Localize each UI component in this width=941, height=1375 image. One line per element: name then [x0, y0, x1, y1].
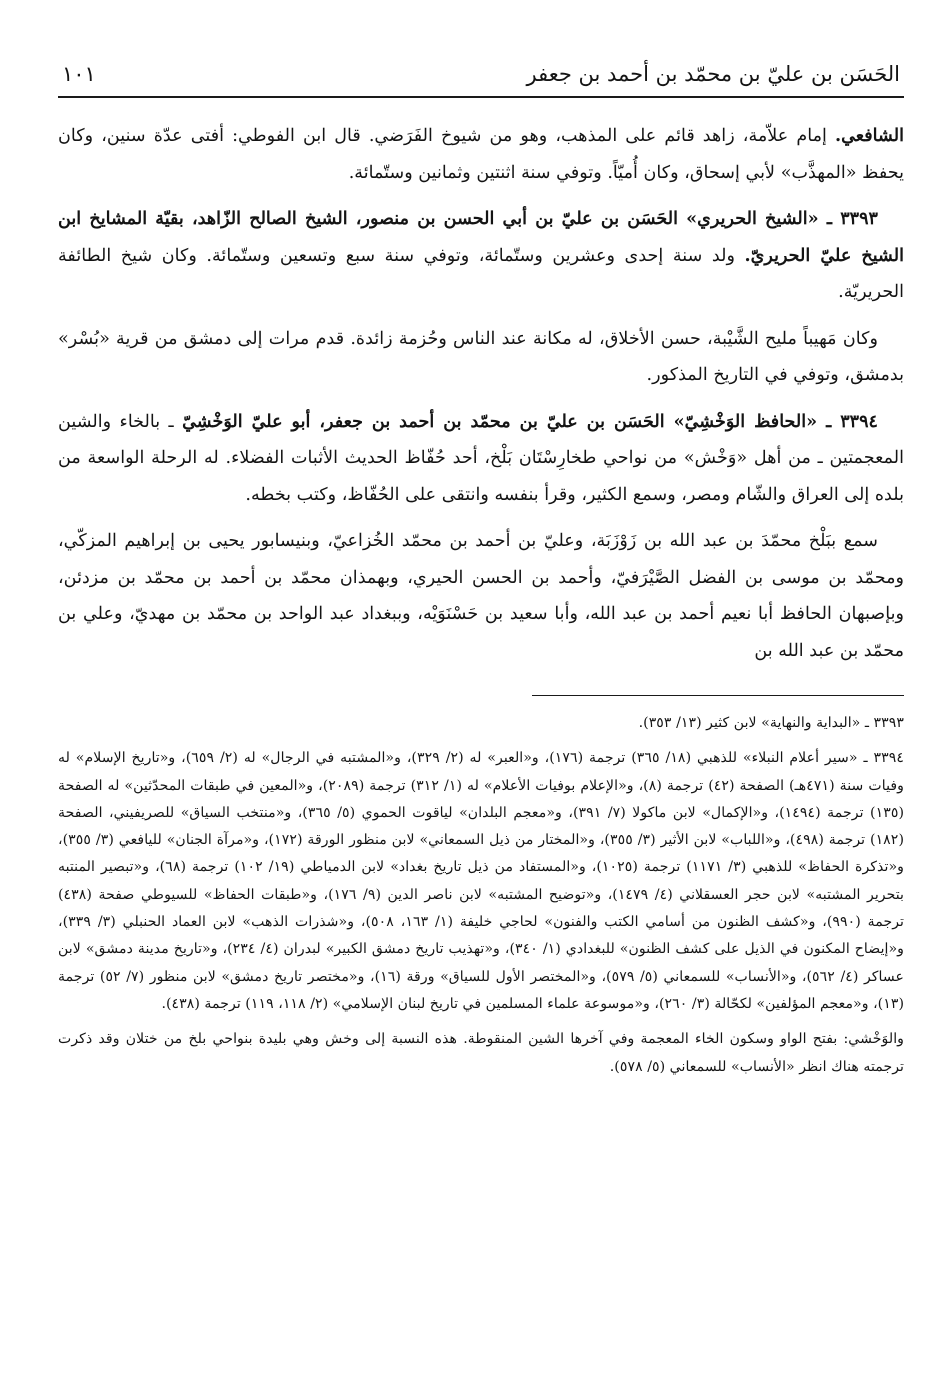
entry-3394-heading: ٣٣٩٤ ـ «الحافظ الوَخْشِيّ» الحَسَن بن عليّ بن محمّد بن أحمد بن جعفر، أبو عليّ الوَخْشِيّ [182, 410, 878, 432]
entry-3394 [58, 404, 904, 514]
entry-3394-text: ـ بالخاء والشين المعجمتين ـ من أهل «وَخْش» من نواحي طخارِسْتَان بَلْخ، أحد حُفّاظ الحديث الأثبات الفضلاء. له الرحلة الواسعة من بلده إلى العراق والشّام ومصر، وسمع الكثير، وقرأ بنفسه وانتقى على الحُفّاظ، وكتب بخطه. [58, 411, 904, 505]
footnote-wakhshi: والوَخْشي: بفتح الواو وسكون الخاء المعجمة وفي آخرها الشين المنقوطة. هذه النسبة إلى وخش وهي بليدة بنواحي بلخ من ختلان وقد ذكرت ترجمته هناك انظر «الأنساب» للسمعاني (٥/ ٥٧٨). [58, 1031, 904, 1075]
paragraph-text: إمام علاّمة، زاهد قائم على المذهب، وهو من شيوخ الفَرَضي. قال ابن الفوطي: أفتى عدّة سنين، وكان يحفظ «المهذَّب» لأبي إسحاق، وكان أُميّاً. وتوفي سنة اثنتين وثمانين وستّمائة. [58, 126, 904, 183]
footnotes [58, 710, 904, 1081]
page-number: ١٠١ [62, 62, 96, 86]
header-title: الحَسَن بن عليّ بن محمّد بن أحمد بن جعفر [526, 62, 900, 86]
entry-3393-heading: ٣٣٩٣ ـ «الشيخ الحريري» الحَسَن بن عليّ بن أبي الحسن بن منصور، الشيخ الصالح الزّاهد، بقيّة المشايخ ابن الشيخ عليّ الحريريّ. [58, 208, 904, 266]
main-text [58, 118, 904, 669]
footnote-divider [532, 695, 904, 696]
entry-3394-paragraph-2: سمع ببَلْخ محمّدَ بن عبد الله بن زَوْزَبَة، وعليّ بن أحمد بن محمّد الخُزاعيّ، وبنيسابور يحيى بن إبراهيم المزكّي، ومحمّد بن موسى بن الفضل الصَّيْرَفيّ، وأحمد بن الحسن الحيري، وبهمذان محمّد بن أحمد بن محمّد بن مزدئن، وبإصبهان الحافظ أبا نعيم أحمد بن عبد الله، وأبا سعيد بن حَسْنَوَيْه، وببغداد عبد الواحد بن محمّد بن مهديّ، وعلي بن محمّد بن عبد الله بن [58, 531, 905, 661]
footnote-3393: ٣٣٩٣ ـ «البداية والنهاية» لابن كثير (١٣/ ٣٥٣). [638, 715, 904, 731]
book-page [58, 56, 904, 1089]
entry-3393-paragraph-2: وكان مَهيباً مليح الشَّيْبة، حسن الأخلاق، له مكانة عند الناس وحُزمة زائدة. قدم مرات إلى دمشق من قرية «بُسْر» بدمشق، وتوفي في التاريخ المذكور. [58, 328, 904, 385]
paragraph-continued [58, 118, 904, 191]
paragraph-lead: الشافعي. [835, 125, 904, 146]
footnote-3394: ٣٣٩٤ ـ «سير أعلام النبلاء» للذهبي (١٨/ ٣٦٥) ترجمة (١٧٦)، و«العبر» له (٢/ ٣٢٩)، و«المشتبه في الرجال» له (٢/ ٦٥٩)، و«تاريخ الإسلام» له وفيات سنة (٤٧١هـ) الصفحة (٤٢) ترجمة (٨)، و«الإعلام بوفيات الأعلام» له (١/ ٣١٢) ترجمة (٢٠٨٩)، و«المعين في طبقات المحدّثين» له الصفحة (١٣٥) ترجمة (١٤٩٤)، و«الإكمال» لابن ماكولا (٧/ ٣٩١)، و«معجم البلدان» لياقوت الحموي (٥/ ٣٦٥)، و«منتخب السياق» للصريفيني، الصفحة (١٨٢) ترجمة (٤٩٨)، و«اللباب» لابن الأثير (٣/ ٣٥٥)، و«المختار من ذيل السمعاني» لابن منظور الورقة (١٧٢)، و«مرآة الجنان» لليافعي (٣/ ٣٥٥)، و«تذكرة الحفاظ» للذهبي (٣/ ١١٧١) ترجمة (١٠٢٥)، و«المستفاد من ذيل تاريخ بغداد» لابن الدمياطي (١٩/ ١٠٢) ترجمة (٦٨)، و«تبصير المنتبه بتحرير المشتبه» لابن حجر العسقلاني (٤/ ١٤٧٩)، و«توضيح المشتبه» لابن ناصر الدين (٩/ ١٧٦)، و«طبقات الحفاظ» للسيوطي صفحة (٤٣٨) ترجمة (٩٩٠)، و«كشف الظنون من أسامي الكتب والفنون» لحاجي خليفة (١/ ١٦٣، ٥٠٨)، و«شذرات الذهب» لابن العماد الحنبلي (٣/ ٣٣٩)، و«إيضاح المكنون في الذيل على كشف الظنون» للبغدادي (١/ ٣٤٠)، و«تهذيب تاريخ دمشق الكبير» لبدران (٤/ ٢٣٤)، و«تاريخ مدينة دمشق» لابن عساكر (٤/ ٥٦٢)، و«الأنساب» للسمعاني (٥/ ٥٧٩)، و«المختصر الأول للسياق» ورقة (١٦)، و«مختصر تاريخ دمشق» لابن منظور (٧/ ٥٢) ترجمة (١٣)، و«معجم المؤلفين» لكحّالة (٣/ ٢٦٠)، و«موسوعة علماء المسلمين في تاريخ لبنان الإسلامي» (٢/ ١١٨، ١١٩) ترجمة (٤٣٨). [58, 750, 905, 1012]
entry-3393-text: ولد سنة إحدى وعشرين وستّمائة، وتوفي سنة سبع وتسعين وستّمائة. وكان شيخ الطائفة الحريريّة. [58, 245, 904, 302]
header-divider [58, 96, 904, 98]
entry-3393 [58, 201, 904, 311]
running-header [58, 56, 904, 94]
